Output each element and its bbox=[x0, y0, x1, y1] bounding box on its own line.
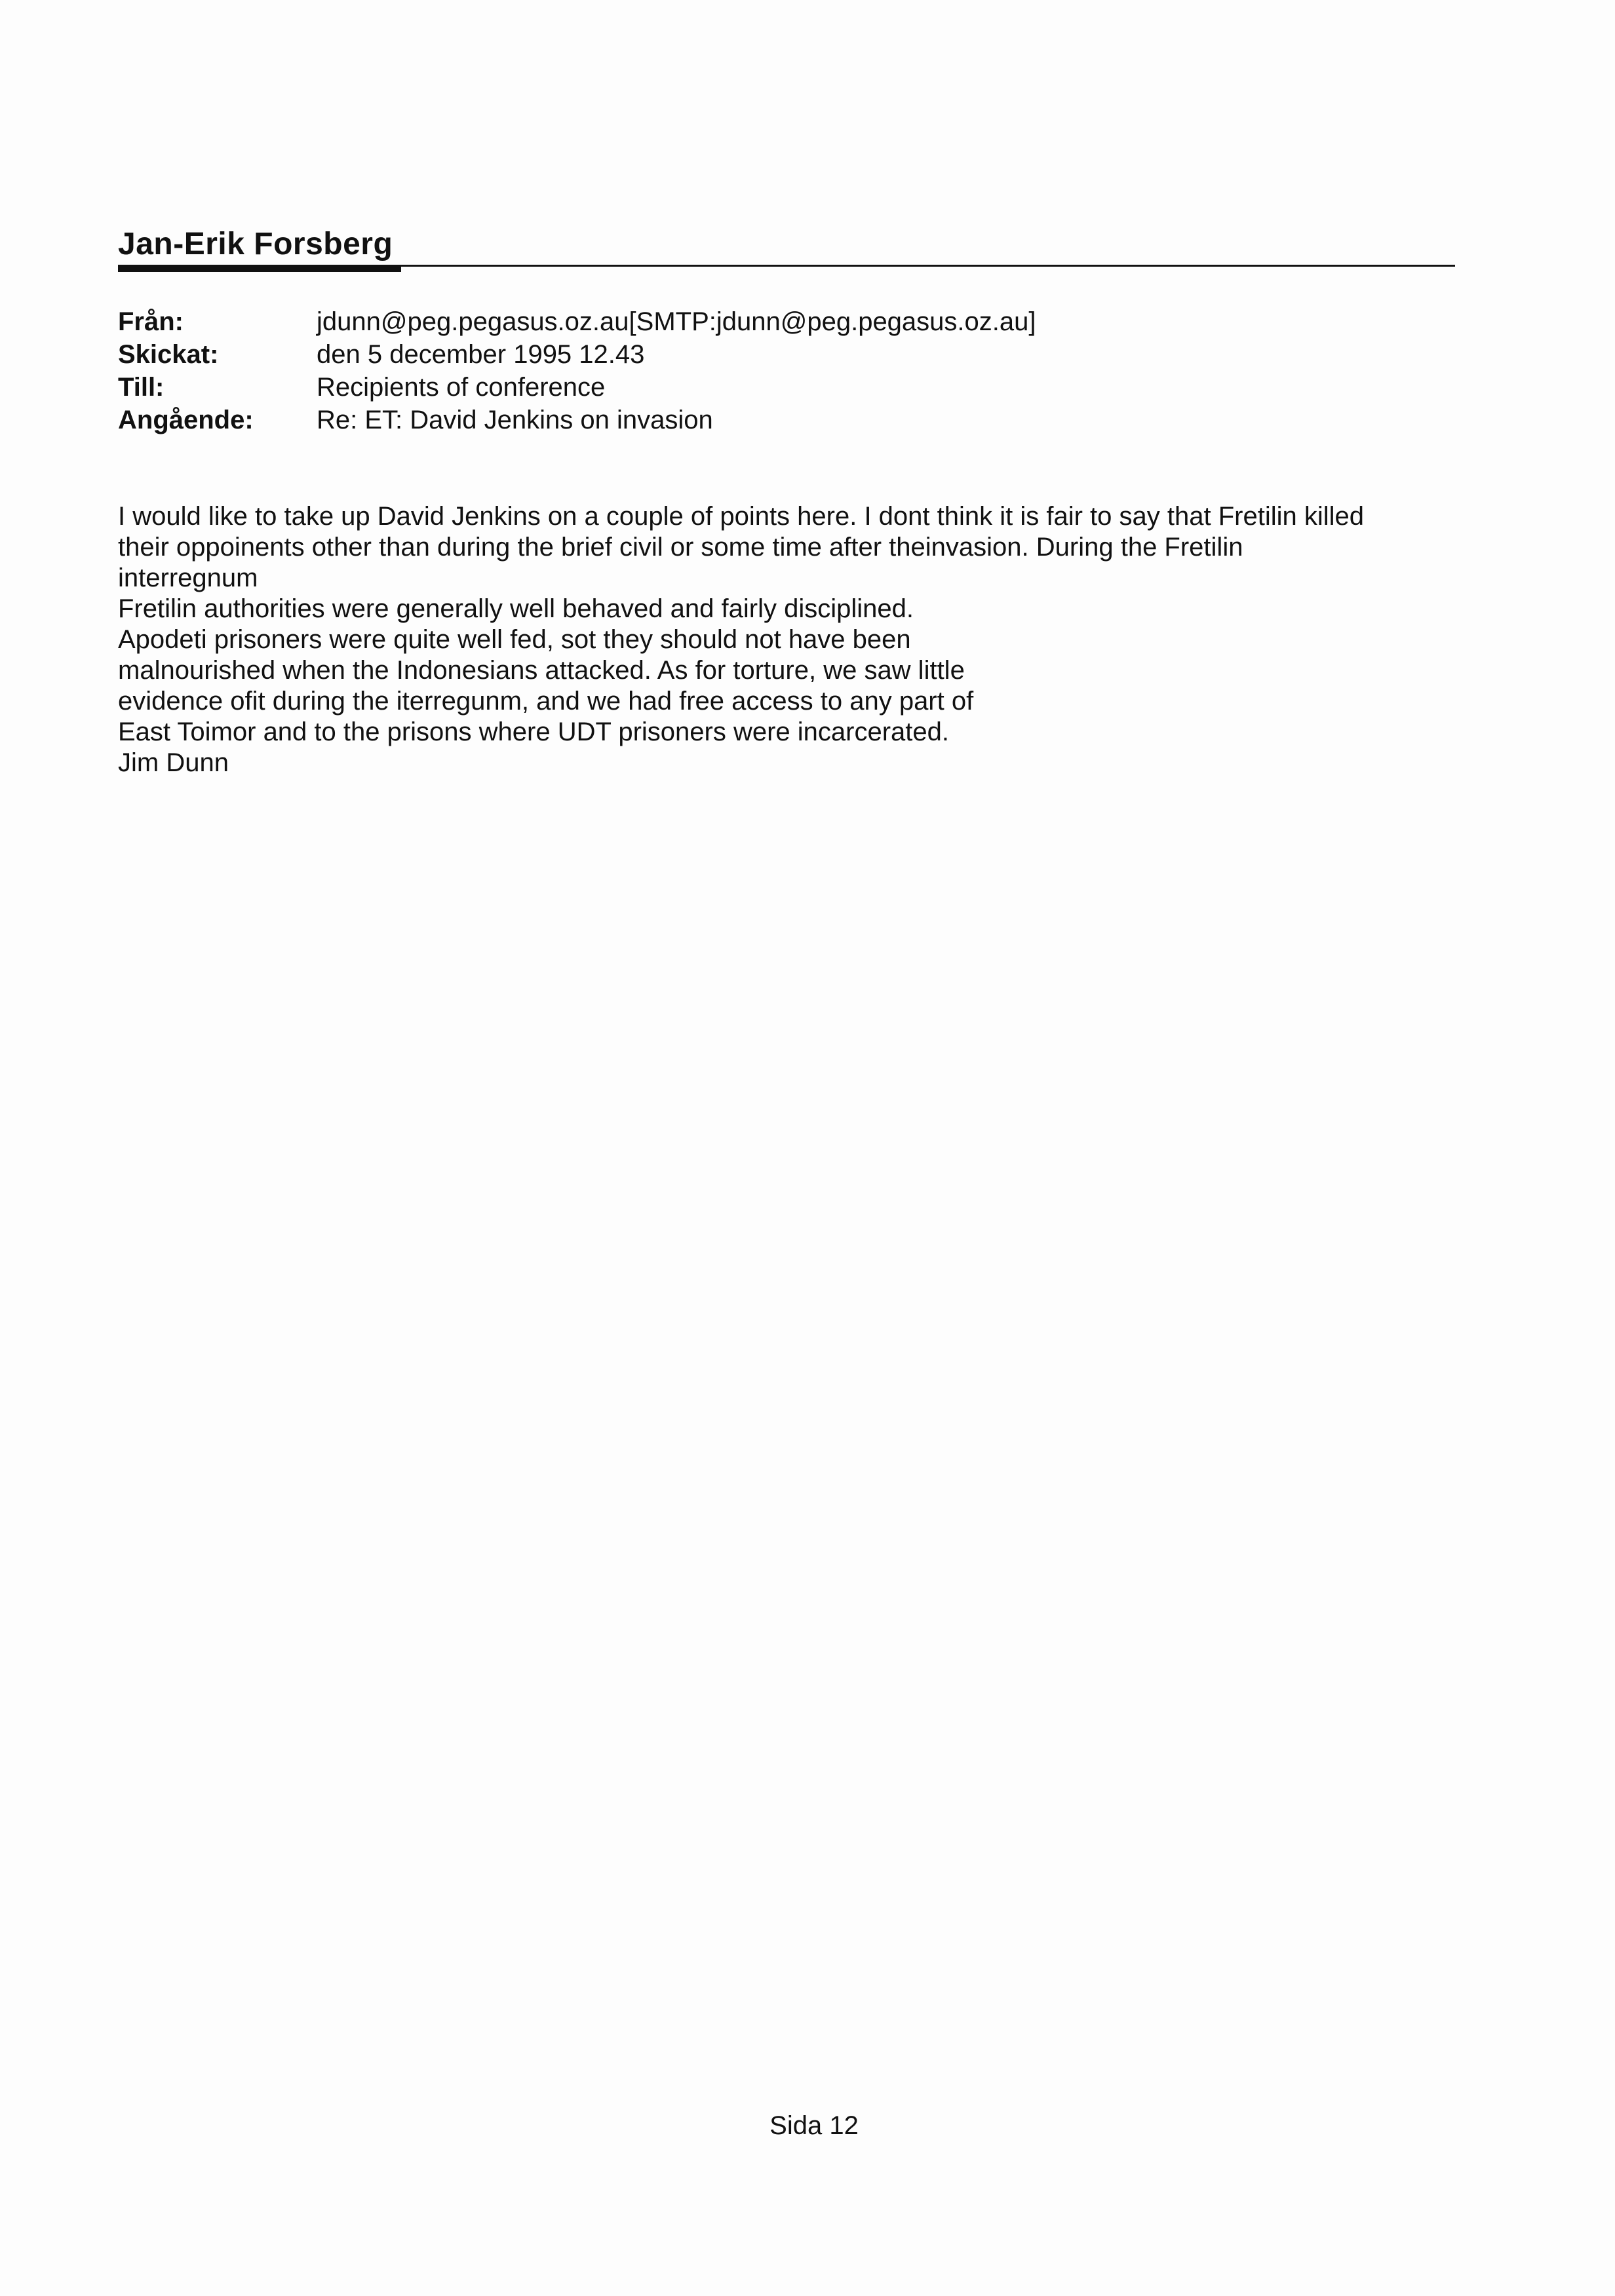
page-number: Sida 12 bbox=[769, 2111, 859, 2140]
header-value-sent: den 5 december 1995 12.43 bbox=[317, 340, 645, 369]
body-line: interregnum bbox=[118, 564, 258, 592]
body-line: Apodeti prisoners were quite well fed, sot they should not have been bbox=[118, 625, 911, 654]
header-value-subject: Re: ET: David Jenkins on invasion bbox=[317, 406, 713, 434]
header-row-to bbox=[118, 371, 1036, 404]
header-row-sent bbox=[118, 338, 1036, 371]
sender-name: Jan-Erik Forsberg bbox=[118, 227, 393, 261]
body-line: malnourished when the Indonesians attacked. As for torture, we saw little bbox=[118, 656, 965, 685]
body-line: East Toimor and to the prisons where UDT prisoners were incarcerated. bbox=[118, 718, 949, 746]
header-label-from: Från: bbox=[118, 307, 184, 336]
header-rule-accent bbox=[118, 265, 401, 272]
page-footer bbox=[0, 2111, 1615, 2141]
message-body bbox=[118, 501, 1481, 778]
header-row-subject bbox=[118, 404, 1036, 436]
header-label-to: Till: bbox=[118, 373, 165, 402]
email-headers bbox=[118, 305, 1036, 436]
body-line: their oppoinents other than during the brief civil or some time after theinvasion. During the Fretilin bbox=[118, 533, 1243, 562]
header-value-to: Recipients of conference bbox=[317, 373, 606, 402]
body-line: Fretilin authorities were generally well behaved and fairly disciplined. bbox=[118, 594, 914, 623]
header-label-sent: Skickat: bbox=[118, 340, 219, 369]
header-value-from: jdunn@peg.pegasus.oz.au[SMTP:jdunn@peg.pegasus.oz.au] bbox=[317, 307, 1036, 336]
body-line: evidence ofit during the iterregunm, and we had free access to any part of bbox=[118, 687, 974, 716]
sender-header bbox=[118, 226, 1455, 272]
signature: Jim Dunn bbox=[118, 748, 229, 777]
header-row-from bbox=[118, 305, 1036, 338]
body-line: I would like to take up David Jenkins on a couple of points here. I dont think it is fair to say that Fretilin killed bbox=[118, 502, 1364, 531]
header-label-subject: Angående: bbox=[118, 406, 254, 434]
